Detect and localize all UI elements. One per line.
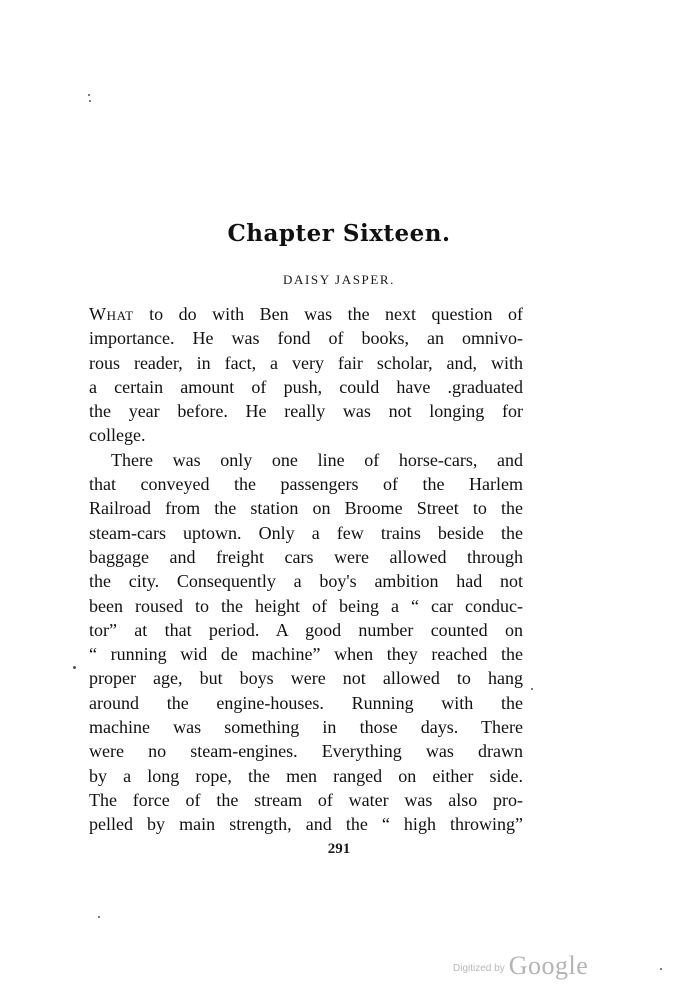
text-line: [89, 302, 523, 326]
body-text: [89, 302, 523, 837]
text-line: Railroad from the station on Broome Street to the: [89, 498, 523, 519]
text-line: proper age, but boys were not allowed to hang: [89, 668, 523, 689]
text-line: “ running wid de machine” when they reached the: [89, 644, 523, 665]
text-line: a certain amount of push, could have .graduated: [89, 376, 523, 397]
text-line: baggage and freight cars were allowed through: [89, 546, 523, 567]
page-number: 291: [327, 841, 351, 857]
chapter-heading: Chapter Sixteen.: [227, 220, 451, 247]
drop-lead-word: What: [89, 304, 134, 324]
text-line: that conveyed the passengers of the Harlem: [89, 474, 523, 495]
text-line: the city. Consequently a boy's ambition had not: [89, 571, 523, 592]
google-logo: Google: [508, 951, 589, 980]
text-line: importance. He was fond of books, an omnivo-: [89, 328, 523, 349]
scan-speck: [73, 666, 76, 669]
text-line: by a long rope, the men ranged on either side.: [89, 765, 523, 786]
scan-speck: [531, 688, 533, 690]
text-line: There was only one line of horse-cars, and: [111, 449, 523, 470]
text-line: pelled by main strength, and the “ high throwing”: [89, 814, 523, 835]
scan-speck: [89, 100, 91, 102]
text-line: machine was something in those days. There: [89, 717, 523, 738]
text-line: steam-cars uptown. Only a few trains beside the: [89, 522, 523, 543]
google-watermark: [453, 951, 633, 981]
watermark-prefix: Digitized by: [453, 963, 505, 974]
chapter-subtitle: DAISY JASPER.: [282, 272, 396, 287]
text-line: the year before. He really was not longing for: [89, 401, 523, 422]
text-line: tor” at that period. A good number counted on: [89, 619, 523, 640]
text-line: were no steam-engines. Everything was drawn: [89, 741, 523, 762]
scan-speck: [88, 94, 90, 96]
text-line: The force of the stream of water was also pro-: [89, 789, 523, 810]
text-line: college.: [89, 425, 146, 446]
scan-speck: [98, 916, 100, 918]
text-line: rous reader, in fact, a very fair scholar, and, with: [89, 352, 523, 373]
text-line: been roused to the height of being a “ car conduc-: [89, 595, 523, 616]
scan-speck: [660, 968, 662, 970]
text-line-content: to do with Ben was the next question of: [133, 304, 523, 324]
text-line: around the engine-houses. Running with the: [89, 692, 523, 713]
